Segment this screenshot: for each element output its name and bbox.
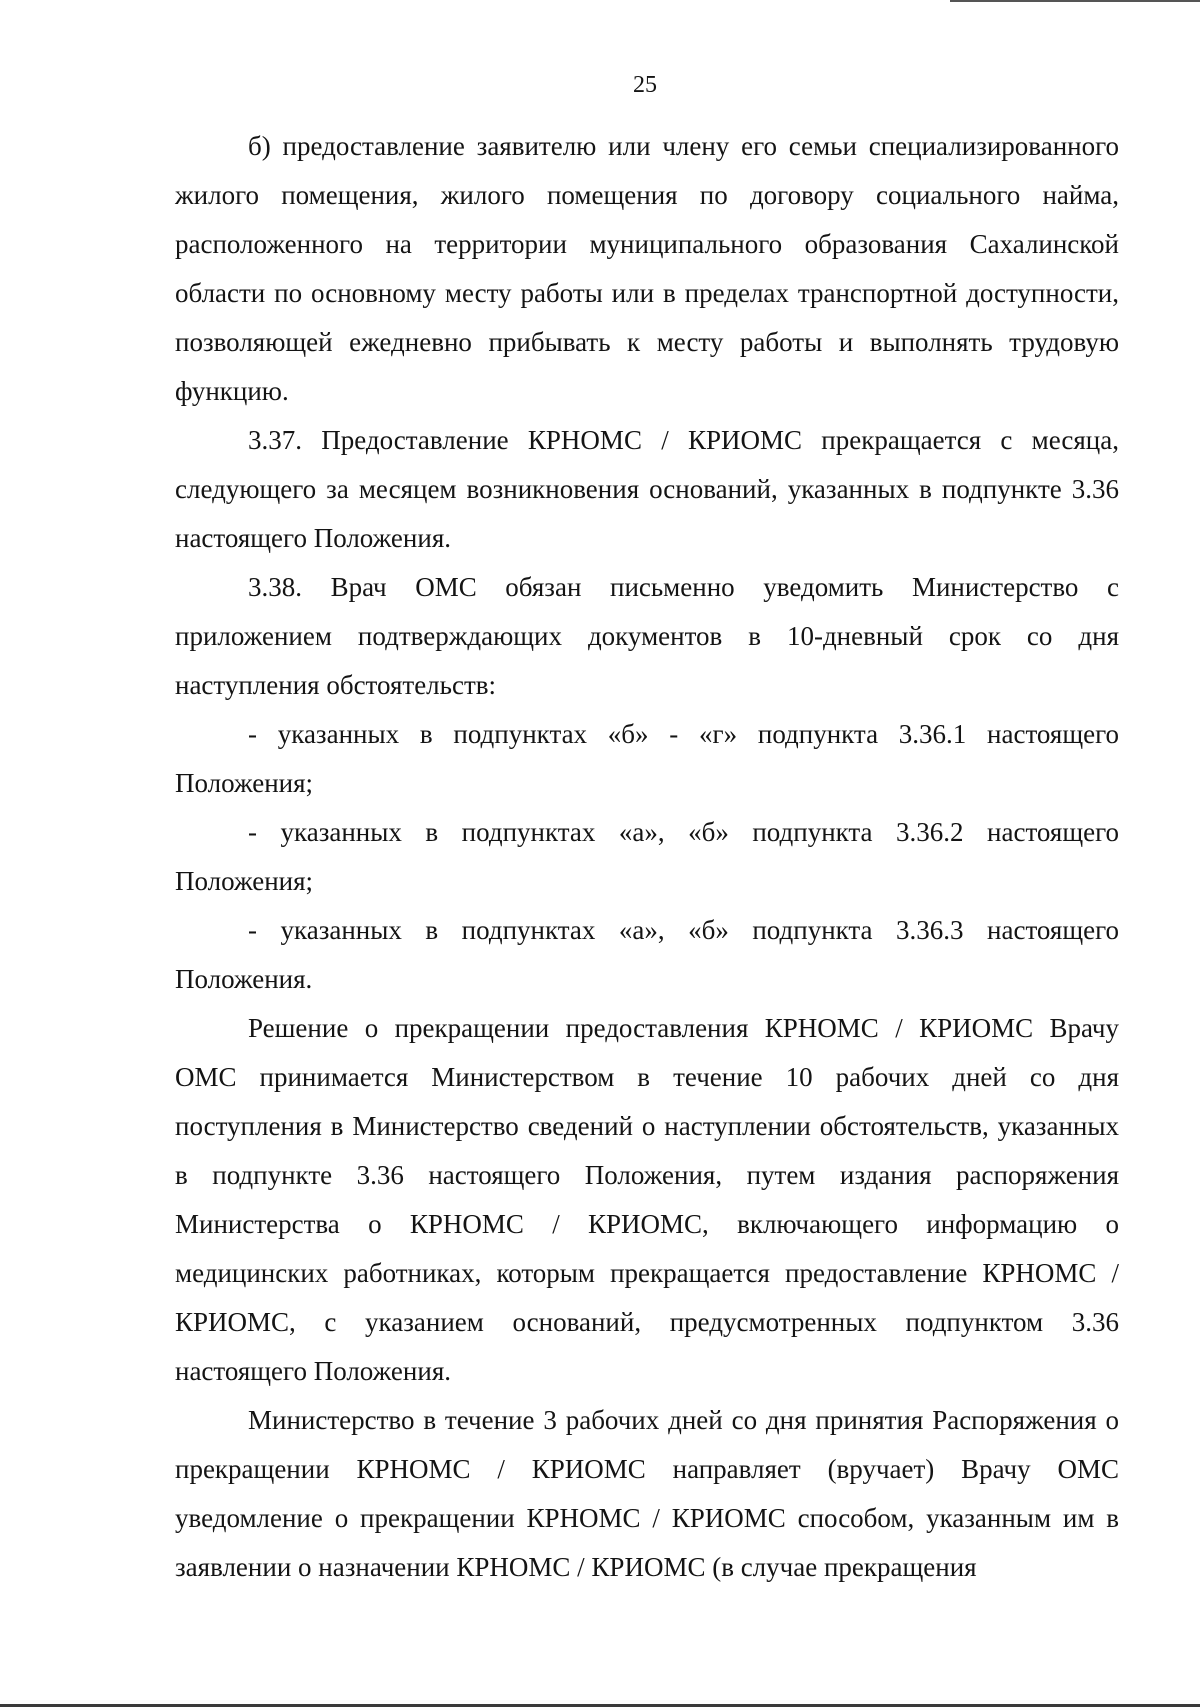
- paragraph-3-38: 3.38. Врач ОМС обязан письменно уведомить Министерство с приложением подтверждающих документов в 10-дневный срок со дня наступления обстоятельств:: [175, 572, 1119, 700]
- document-body: [175, 122, 1119, 1592]
- scan-edge-bottom: [0, 1704, 1200, 1707]
- paragraph-decision: Решение о прекращении предоставления КРНОМС / КРИОМС Врачу ОМС принимается Министерством в течение 10 рабочих дней со дня поступления в Министерство сведений о наступлении обстоятельств, указанных в подпункте 3.36 настоящего Положения, путем издания распоряжения Министерства о КРНОМС / КРИОМС, включающего информацию о медицинских работниках, которым прекращается предоставление КРНОМС / КРИОМС, с указанием оснований, предусмотренных подпунктом 3.36 настоящего Положения.: [175, 1013, 1119, 1386]
- list-item-3-36-3: - указанных в подпунктах «а», «б» подпункта 3.36.3 настоящего Положения.: [175, 915, 1119, 994]
- scan-edge-top: [950, 0, 1200, 2]
- paragraph-item-b: б) предоставление заявителю или члену его семьи специализированного жилого помещения, жилого помещения по договору социального найма, расположенного на территории муниципального образования Сахалинской области по основному месту работы или в пределах транспортной доступности, позволяющей ежедневно прибывать к месту работы и выполнять трудовую функцию.: [175, 131, 1119, 406]
- page-number: 25: [633, 72, 657, 98]
- list-item-3-36-1: - указанных в подпунктах «б» - «г» подпункта 3.36.1 настоящего Положения;: [175, 719, 1119, 798]
- paragraph-3-37: 3.37. Предоставление КРНОМС / КРИОМС прекращается с месяца, следующего за месяцем возникновения оснований, указанных в подпункте 3.36 настоящего Положения.: [175, 425, 1119, 553]
- paragraph-notification: Министерство в течение 3 рабочих дней со дня принятия Распоряжения о прекращении КРНОМС / КРИОМС направляет (вручает) Врачу ОМС уведомление о прекращении КРНОМС / КРИОМС способом, указанным им в заявлении о назначении КРНОМС / КРИОМС (в случае прекращения: [175, 1405, 1119, 1582]
- list-item-3-36-2: - указанных в подпунктах «а», «б» подпункта 3.36.2 настоящего Положения;: [175, 817, 1119, 896]
